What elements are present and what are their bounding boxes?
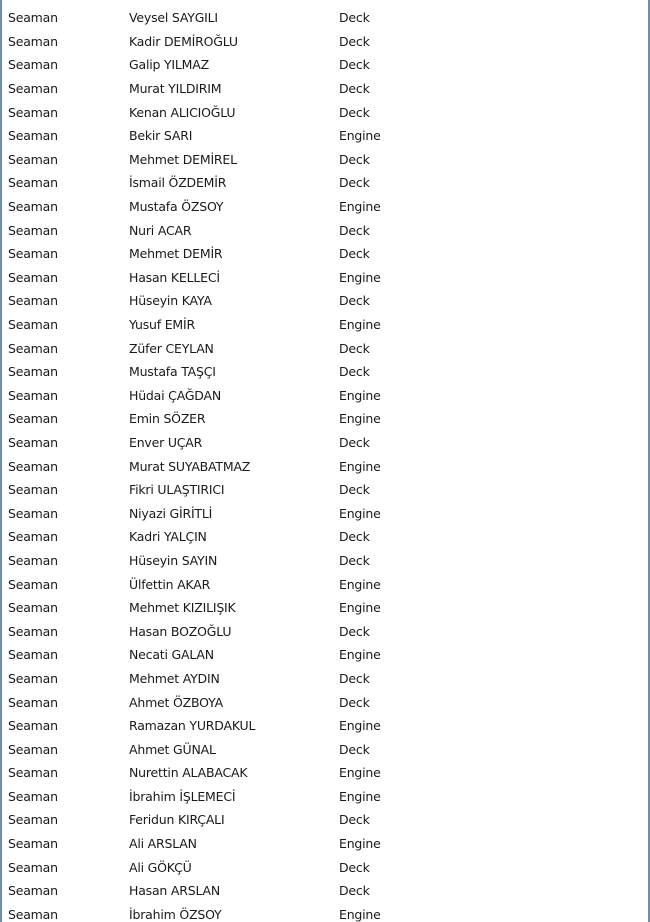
crew-department: Engine — [339, 269, 381, 285]
crew-row — [2, 100, 648, 124]
crew-name: Murat SUYABATMAZ — [129, 458, 251, 474]
crew-department: Engine — [339, 317, 381, 333]
crew-name: Mehmet KIZILIŞIK — [129, 600, 236, 616]
crew-name: Züfer CEYLAN — [129, 340, 214, 356]
crew-department: Deck — [339, 434, 370, 450]
crew-row — [2, 289, 648, 313]
crew-rank: Seaman — [8, 552, 58, 568]
crew-rank: Seaman — [8, 859, 58, 875]
crew-department: Deck — [339, 552, 370, 568]
crew-rank: Seaman — [8, 458, 58, 474]
crew-row — [2, 619, 648, 643]
crew-rank: Seaman — [8, 741, 58, 757]
crew-row — [2, 501, 648, 525]
crew-row — [2, 525, 648, 549]
crew-department: Deck — [339, 104, 370, 120]
crew-name: Hüseyin SAYIN — [129, 552, 218, 568]
crew-department: Engine — [339, 128, 381, 144]
crew-department: Deck — [339, 670, 370, 686]
crew-row — [2, 454, 648, 478]
crew-row — [2, 714, 648, 738]
crew-row — [2, 643, 648, 667]
crew-name: Ramazan YURDAKUL — [129, 718, 256, 734]
crew-row — [2, 903, 648, 922]
crew-row — [2, 171, 648, 195]
crew-department: Deck — [339, 81, 370, 97]
crew-department: Engine — [339, 199, 381, 215]
crew-rank: Seaman — [8, 600, 58, 616]
crew-rank: Seaman — [8, 317, 58, 333]
crew-row — [2, 266, 648, 290]
crew-name: Bekir SARI — [129, 128, 193, 144]
crew-rank: Seaman — [8, 788, 58, 804]
crew-rank: Seaman — [8, 529, 58, 545]
crew-rank: Seaman — [8, 222, 58, 238]
crew-rank: Seaman — [8, 883, 58, 899]
crew-department: Engine — [339, 765, 381, 781]
crew-row — [2, 879, 648, 903]
crew-row — [2, 407, 648, 431]
crew-row — [2, 832, 648, 856]
crew-row — [2, 596, 648, 620]
crew-department: Deck — [339, 340, 370, 356]
crew-rank: Seaman — [8, 340, 58, 356]
crew-name: Ahmet GÜNAL — [129, 741, 216, 757]
crew-name: Hüseyin KAYA — [129, 293, 212, 309]
crew-row — [2, 855, 648, 879]
crew-department: Deck — [339, 883, 370, 899]
crew-name: Ahmet ÖZBOYA — [129, 694, 223, 710]
crew-name: Mustafa TAŞÇI — [129, 364, 216, 380]
crew-name: Nurettin ALABACAK — [129, 765, 248, 781]
crew-row — [2, 478, 648, 502]
crew-name: Galip YILMAZ — [129, 57, 209, 73]
crew-rank: Seaman — [8, 151, 58, 167]
crew-department: Deck — [339, 293, 370, 309]
crew-row — [2, 360, 648, 384]
crew-department: Engine — [339, 906, 381, 922]
crew-row — [2, 218, 648, 242]
crew-row — [2, 336, 648, 360]
crew-rank: Seaman — [8, 623, 58, 639]
crew-name: Murat YILDIRIM — [129, 81, 222, 97]
crew-department: Deck — [339, 623, 370, 639]
crew-row — [2, 6, 648, 30]
crew-department: Engine — [339, 576, 381, 592]
crew-rank: Seaman — [8, 694, 58, 710]
crew-name: Mehmet DEMİR — [129, 246, 223, 262]
crew-row — [2, 737, 648, 761]
crew-department: Deck — [339, 859, 370, 875]
crew-row — [2, 242, 648, 266]
crew-name: Veysel SAYGILI — [129, 10, 218, 26]
crew-row — [2, 572, 648, 596]
crew-name: Enver UÇAR — [129, 434, 203, 450]
crew-department: Deck — [339, 222, 370, 238]
crew-rank: Seaman — [8, 482, 58, 498]
crew-name: Hasan BOZOĞLU — [129, 623, 232, 639]
crew-rank: Seaman — [8, 81, 58, 97]
crew-department: Deck — [339, 812, 370, 828]
crew-rank: Seaman — [8, 411, 58, 427]
crew-row — [2, 384, 648, 408]
crew-department: Engine — [339, 387, 381, 403]
crew-row — [2, 195, 648, 219]
crew-rank: Seaman — [8, 647, 58, 663]
crew-row — [2, 148, 648, 172]
crew-department: Deck — [339, 364, 370, 380]
crew-name: Necati GALAN — [129, 647, 214, 663]
crew-department: Deck — [339, 246, 370, 262]
crew-department: Deck — [339, 175, 370, 191]
crew-department: Deck — [339, 151, 370, 167]
crew-rank: Seaman — [8, 246, 58, 262]
crew-name: Hasan ARSLAN — [129, 883, 221, 899]
crew-department: Deck — [339, 57, 370, 73]
crew-rank: Seaman — [8, 57, 58, 73]
crew-department: Deck — [339, 10, 370, 26]
crew-row — [2, 549, 648, 573]
crew-row — [2, 808, 648, 832]
crew-rank: Seaman — [8, 175, 58, 191]
crew-rank: Seaman — [8, 765, 58, 781]
crew-rank: Seaman — [8, 836, 58, 852]
crew-rank: Seaman — [8, 812, 58, 828]
crew-name: Kadri YALÇIN — [129, 529, 207, 545]
crew-row — [2, 431, 648, 455]
crew-rank: Seaman — [8, 906, 58, 922]
crew-department: Deck — [339, 33, 370, 49]
crew-name: Mustafa ÖZSOY — [129, 199, 224, 215]
crew-name: Kenan ALICIOĞLU — [129, 104, 236, 120]
crew-name: Hüdai ÇAĞDAN — [129, 387, 222, 403]
crew-name: Emin SÖZER — [129, 411, 206, 427]
crew-rank: Seaman — [8, 104, 58, 120]
crew-department: Engine — [339, 718, 381, 734]
crew-department: Engine — [339, 788, 381, 804]
crew-department: Engine — [339, 505, 381, 521]
crew-row — [2, 77, 648, 101]
crew-row — [2, 124, 648, 148]
crew-department: Engine — [339, 600, 381, 616]
crew-rank: Seaman — [8, 128, 58, 144]
crew-rank: Seaman — [8, 434, 58, 450]
crew-name: Mehmet AYDIN — [129, 670, 220, 686]
crew-name: Kadir DEMİROĞLU — [129, 33, 238, 49]
crew-row — [2, 313, 648, 337]
crew-rank: Seaman — [8, 364, 58, 380]
crew-rank: Seaman — [8, 10, 58, 26]
crew-list — [2, 6, 648, 922]
crew-rank: Seaman — [8, 670, 58, 686]
crew-rank: Seaman — [8, 718, 58, 734]
crew-row — [2, 667, 648, 691]
crew-name: Ali ARSLAN — [129, 836, 197, 852]
crew-row — [2, 30, 648, 54]
crew-row — [2, 690, 648, 714]
crew-name: Feridun KIRÇALI — [129, 812, 225, 828]
crew-department: Deck — [339, 741, 370, 757]
crew-name: Fikri ULAŞTIRICI — [129, 482, 225, 498]
crew-name: İsmail ÖZDEMİR — [129, 175, 227, 191]
crew-name: İbrahim ÖZSOY — [129, 906, 222, 922]
crew-rank: Seaman — [8, 199, 58, 215]
crew-row — [2, 53, 648, 77]
crew-name: Nuri ACAR — [129, 222, 192, 238]
crew-rank: Seaman — [8, 293, 58, 309]
crew-department: Deck — [339, 694, 370, 710]
crew-rank: Seaman — [8, 33, 58, 49]
crew-department: Deck — [339, 529, 370, 545]
crew-name: Niyazi GİRİTLİ — [129, 505, 213, 521]
crew-department: Engine — [339, 647, 381, 663]
crew-department: Engine — [339, 411, 381, 427]
crew-name: Ülfettin AKAR — [129, 576, 211, 592]
crew-rank: Seaman — [8, 269, 58, 285]
crew-name: Hasan KELLECİ — [129, 269, 220, 285]
crew-department: Deck — [339, 482, 370, 498]
crew-rank: Seaman — [8, 576, 58, 592]
crew-name: Yusuf EMİR — [129, 317, 195, 333]
crew-department: Engine — [339, 458, 381, 474]
crew-name: Mehmet DEMİREL — [129, 151, 237, 167]
crew-name: Ali GÖKÇÜ — [129, 859, 192, 875]
crew-name: İbrahim İŞLEMECİ — [129, 788, 236, 804]
crew-rank: Seaman — [8, 387, 58, 403]
crew-rank: Seaman — [8, 505, 58, 521]
crew-row — [2, 785, 648, 809]
crew-department: Engine — [339, 836, 381, 852]
crew-row — [2, 761, 648, 785]
